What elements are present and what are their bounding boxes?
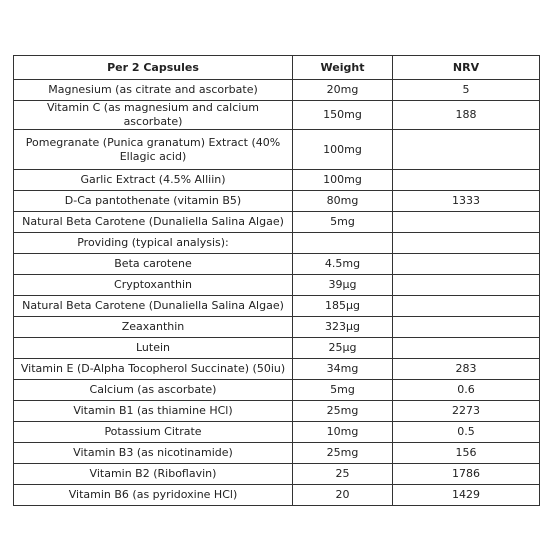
ingredient-name: Pomegranate (Punica granatum) Extract (40% Ellagic acid)	[14, 130, 293, 170]
table-row	[14, 464, 540, 485]
ingredient-name: Calcium (as ascorbate)	[14, 380, 293, 401]
ingredient-name: Vitamin C (as magnesium and calcium ascorbate)	[14, 101, 293, 130]
ingredient-nrv	[393, 233, 540, 254]
ingredient-nrv: 0.5	[393, 422, 540, 443]
ingredient-name: Vitamin B2 (Riboflavin)	[14, 464, 293, 485]
column-header-per-2-capsules: Per 2 Capsules	[14, 56, 293, 80]
table-row	[14, 80, 540, 101]
ingredient-name: Lutein	[14, 338, 293, 359]
column-header-nrv: NRV	[393, 56, 540, 80]
table-row	[14, 443, 540, 464]
nutrition-table	[13, 55, 540, 506]
ingredient-name: Providing (typical analysis):	[14, 233, 293, 254]
ingredient-nrv: 5	[393, 80, 540, 101]
ingredient-nrv: 188	[393, 101, 540, 130]
ingredient-nrv: 1333	[393, 191, 540, 212]
ingredient-nrv: 283	[393, 359, 540, 380]
table-row	[14, 338, 540, 359]
table-row	[14, 401, 540, 422]
ingredient-nrv: 0.6	[393, 380, 540, 401]
ingredient-name: Vitamin B1 (as thiamine HCl)	[14, 401, 293, 422]
ingredient-nrv	[393, 338, 540, 359]
ingredient-weight: 5mg	[293, 212, 393, 233]
table-row	[14, 254, 540, 275]
ingredient-weight: 34mg	[293, 359, 393, 380]
table-row	[14, 233, 540, 254]
ingredient-weight: 25µg	[293, 338, 393, 359]
ingredient-weight: 25	[293, 464, 393, 485]
table-row	[14, 317, 540, 338]
ingredient-name: Natural Beta Carotene (Dunaliella Salina Algae)	[14, 296, 293, 317]
ingredient-nrv	[393, 254, 540, 275]
ingredient-weight: 20	[293, 485, 393, 506]
ingredient-weight: 5mg	[293, 380, 393, 401]
ingredient-name: Natural Beta Carotene (Dunaliella Salina Algae)	[14, 212, 293, 233]
ingredient-weight: 100mg	[293, 170, 393, 191]
table-row	[14, 380, 540, 401]
table-row	[14, 101, 540, 130]
ingredient-nrv: 1429	[393, 485, 540, 506]
ingredient-nrv: 2273	[393, 401, 540, 422]
ingredient-name: Cryptoxanthin	[14, 275, 293, 296]
ingredient-nrv	[393, 296, 540, 317]
ingredient-weight: 25mg	[293, 401, 393, 422]
table-header-row	[14, 56, 540, 80]
table-row	[14, 170, 540, 191]
ingredient-nrv	[393, 170, 540, 191]
ingredient-nrv: 1786	[393, 464, 540, 485]
ingredient-weight: 100mg	[293, 130, 393, 170]
ingredient-weight: 20mg	[293, 80, 393, 101]
table-row	[14, 296, 540, 317]
ingredient-weight: 10mg	[293, 422, 393, 443]
ingredient-weight: 4.5mg	[293, 254, 393, 275]
ingredient-name: Vitamin E (D-Alpha Tocopherol Succinate) (50iu)	[14, 359, 293, 380]
ingredient-nrv	[393, 275, 540, 296]
ingredient-weight: 185µg	[293, 296, 393, 317]
table-row	[14, 485, 540, 506]
ingredient-name: Beta carotene	[14, 254, 293, 275]
ingredient-weight: 39µg	[293, 275, 393, 296]
ingredient-nrv	[393, 212, 540, 233]
ingredient-name: Garlic Extract (4.5% Alliin)	[14, 170, 293, 191]
ingredient-name: Zeaxanthin	[14, 317, 293, 338]
table-row	[14, 212, 540, 233]
ingredient-name: Magnesium (as citrate and ascorbate)	[14, 80, 293, 101]
ingredient-name: Potassium Citrate	[14, 422, 293, 443]
ingredient-nrv: 156	[393, 443, 540, 464]
ingredient-nrv	[393, 317, 540, 338]
ingredient-name: D-Ca pantothenate (vitamin B5)	[14, 191, 293, 212]
ingredient-weight: 80mg	[293, 191, 393, 212]
ingredient-weight: 150mg	[293, 101, 393, 130]
ingredient-nrv	[393, 130, 540, 170]
column-header-weight: Weight	[293, 56, 393, 80]
table-row	[14, 130, 540, 170]
ingredient-weight	[293, 233, 393, 254]
ingredient-name: Vitamin B3 (as nicotinamide)	[14, 443, 293, 464]
table-row	[14, 191, 540, 212]
table-row	[14, 422, 540, 443]
table-row	[14, 359, 540, 380]
table-row	[14, 275, 540, 296]
ingredient-weight: 25mg	[293, 443, 393, 464]
ingredient-weight: 323µg	[293, 317, 393, 338]
ingredient-name: Vitamin B6 (as pyridoxine HCl)	[14, 485, 293, 506]
